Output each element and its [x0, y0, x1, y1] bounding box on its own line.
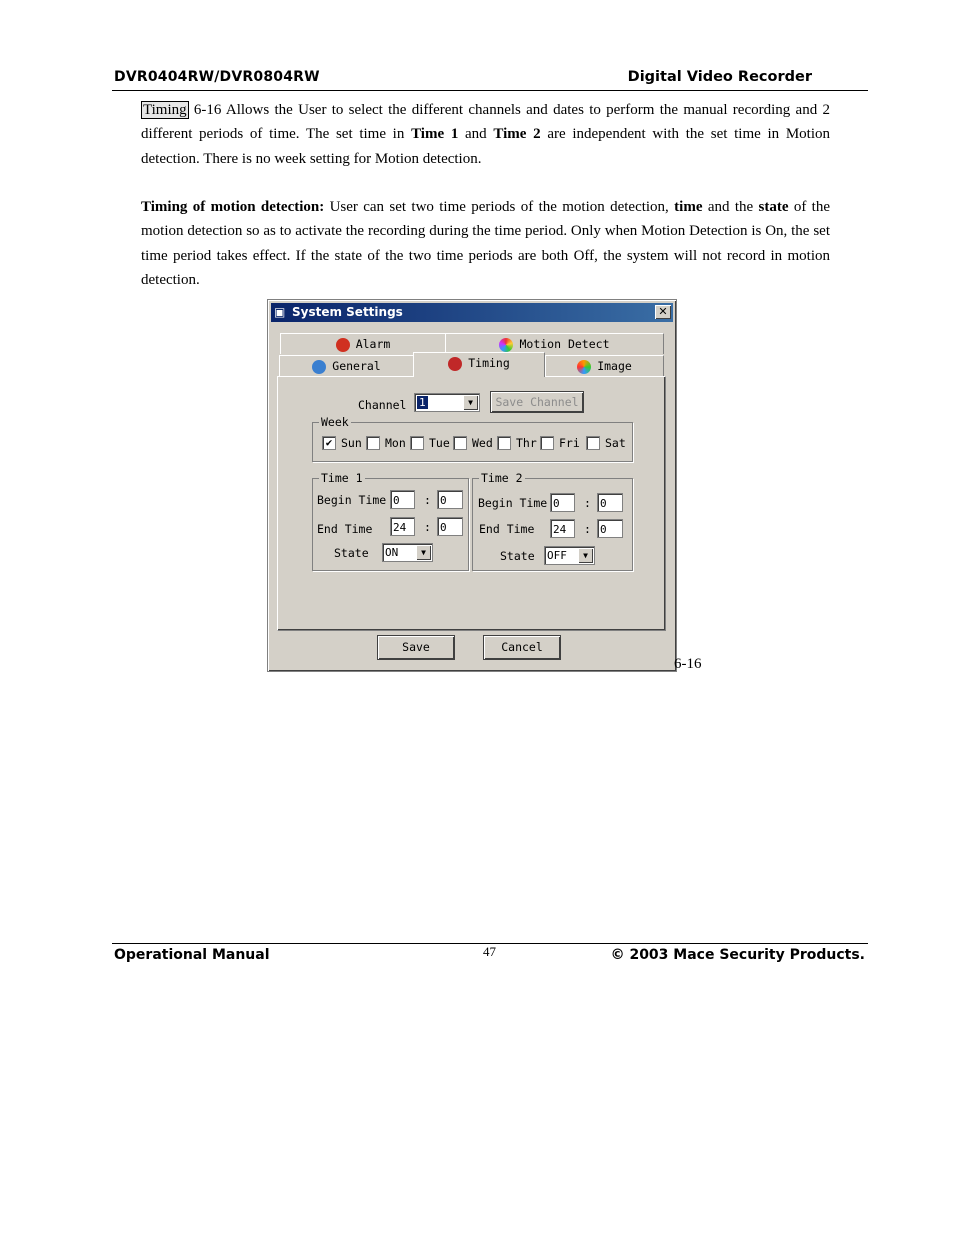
chevron-down-icon: ▼	[578, 548, 593, 563]
text: of the motion detection so as to activate the recording during the time period. Only when Motion Detection is On, the set time period takes effect. If the state of the two time periods are both Off, the system will not record in motion detection.	[141, 199, 831, 288]
dialog-title: System Settings	[292, 305, 403, 319]
text: User can set two time periods of the motion detection,	[324, 199, 675, 215]
footer-copyright: © 2003 Mace Security Products.	[610, 947, 865, 963]
day-checkbox-3[interactable]	[453, 436, 467, 450]
bold-text: Time 1	[411, 126, 459, 143]
system-settings-dialog	[267, 299, 677, 672]
tab-label: General	[332, 359, 381, 373]
tab-label: Alarm	[355, 337, 391, 351]
day-label-1: Mon	[385, 436, 406, 450]
chevron-down-icon: ▼	[463, 395, 478, 410]
day-label-3: Wed	[472, 436, 493, 450]
tab-label: Image	[597, 359, 632, 373]
general-icon	[312, 360, 326, 374]
bold-text: Time 2	[493, 126, 541, 143]
time2-title: Time 2	[481, 471, 523, 485]
state-value: ON	[385, 546, 399, 559]
time1-end-hour-input[interactable]: 24	[390, 517, 415, 536]
motion-icon	[499, 338, 513, 352]
time2-end-minute-input[interactable]: 0	[597, 519, 623, 538]
day-checkbox-5[interactable]	[540, 436, 554, 450]
day-label-2: Tue	[429, 436, 450, 450]
tab-general[interactable]	[279, 355, 414, 376]
begin-time-label: Begin Time	[317, 493, 387, 507]
header-title: Digital Video Recorder	[627, 69, 812, 85]
bold-text: time	[674, 199, 703, 215]
end-time-label: End Time	[479, 522, 535, 536]
text: and	[458, 126, 494, 143]
tab-label: Timing	[468, 356, 510, 370]
day-label-4: Thr	[516, 436, 537, 450]
timing-panel	[277, 376, 666, 631]
day-checkbox-0[interactable]: ✔	[322, 436, 336, 450]
channel-value: 1	[419, 396, 426, 409]
time1-end-minute-input[interactable]: 0	[437, 517, 463, 536]
day-checkbox-4[interactable]	[497, 436, 511, 450]
week-group	[312, 415, 633, 462]
day-checkbox-6[interactable]	[586, 436, 600, 450]
separator: :	[424, 493, 431, 507]
app-icon: ▣	[274, 305, 286, 319]
time1-title: Time 1	[321, 471, 363, 485]
day-checkbox-2[interactable]	[410, 436, 424, 450]
paragraph-motion	[141, 195, 830, 292]
separator: :	[424, 520, 431, 534]
channel-label: Channel	[358, 398, 407, 412]
tab-timing[interactable]	[413, 352, 545, 377]
bold-text: state	[758, 199, 789, 215]
page-footer	[112, 943, 868, 963]
time1-group	[312, 471, 469, 571]
time2-begin-hour-input[interactable]: 0	[550, 493, 575, 512]
tab-alarm[interactable]	[280, 333, 446, 354]
time1-begin-hour-input[interactable]: 0	[390, 490, 415, 509]
tab-motion-detect[interactable]	[445, 333, 664, 354]
end-time-label: End Time	[317, 522, 373, 536]
time2-state-select[interactable]	[544, 546, 595, 565]
state-label: State	[500, 549, 535, 563]
day-checkbox-1[interactable]	[366, 436, 380, 450]
time2-group	[472, 471, 633, 571]
page-header	[112, 66, 868, 91]
clock-icon	[448, 357, 462, 371]
cancel-button[interactable]: Cancel	[483, 635, 561, 660]
footer-manual: Operational Manual	[114, 947, 270, 963]
bold-text: Timing of motion detection:	[141, 199, 325, 215]
header-model: DVR0404RW/DVR0804RW	[114, 69, 320, 85]
figure-caption: 6-16	[674, 656, 702, 672]
text: are independent with the set time in Motion detection. There is no week setting for Motion detection.	[141, 126, 831, 167]
day-label-0: Sun	[341, 436, 362, 450]
page-number: 47	[483, 944, 496, 959]
state-value: OFF	[547, 549, 567, 562]
begin-time-label: Begin Time	[478, 496, 548, 510]
text: 6-16 Allows the User to select the different channels and dates to perform the manual recording and 2 different periods of time. The set time in	[141, 102, 830, 143]
separator: :	[584, 496, 591, 510]
channel-select[interactable]	[414, 393, 480, 412]
text: and the	[702, 199, 759, 215]
chevron-down-icon: ▼	[416, 545, 431, 560]
save-button[interactable]: Save	[377, 635, 455, 660]
boxed-word: Timing	[143, 102, 187, 118]
separator: :	[584, 522, 591, 536]
time1-begin-minute-input[interactable]: 0	[437, 490, 463, 509]
time1-state-select[interactable]	[382, 543, 433, 562]
save-channel-button[interactable]: Save Channel	[490, 391, 584, 413]
time2-end-hour-input[interactable]: 24	[550, 519, 575, 538]
day-label-6: Sat	[605, 436, 626, 450]
dialog-titlebar[interactable]	[271, 303, 673, 322]
week-group-title: Week	[321, 415, 349, 429]
tab-label: Motion Detect	[519, 337, 610, 351]
time2-begin-minute-input[interactable]: 0	[597, 493, 623, 512]
state-label: State	[334, 546, 369, 560]
tab-image[interactable]	[545, 355, 664, 376]
alarm-icon	[336, 338, 350, 352]
palette-icon	[577, 360, 591, 374]
paragraph-timing	[141, 98, 830, 171]
close-button[interactable]: ✕	[655, 305, 671, 319]
day-label-5: Fri	[559, 436, 580, 450]
